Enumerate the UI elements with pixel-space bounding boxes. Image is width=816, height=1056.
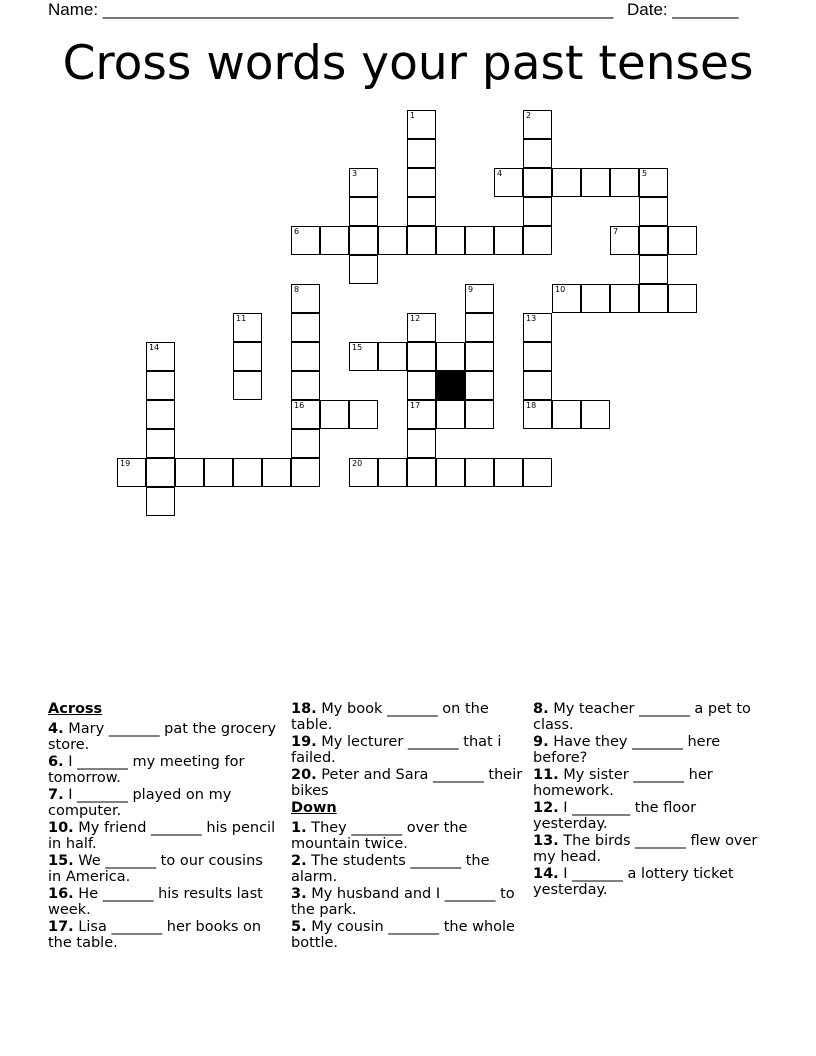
clue-number: 5. [291,919,307,935]
crossword-cell[interactable] [465,284,494,313]
clue-text: He _______ his results last week. [48,886,263,918]
crossword-cell[interactable] [639,284,668,313]
cell-number: 20 [352,459,363,468]
clue-across-19 [291,734,523,766]
cell-number: 10 [555,285,566,294]
crossword-cell[interactable] [552,168,581,197]
crossword-cell[interactable] [291,313,320,342]
clue-text: I ________ the floor yesterday. [533,800,697,832]
crossword-cell[interactable] [291,342,320,371]
clue-number: 20. [291,767,317,783]
clue-text: My husband and I _______ to the park. [291,886,515,918]
clue-text: My friend _______ his pencil in half. [48,820,276,852]
clue-number: 9. [533,734,549,750]
cell-number: 11 [236,314,247,323]
cell-number: 14 [149,343,160,352]
crossword-cell[interactable] [349,458,378,487]
crossword-cell[interactable] [378,342,407,371]
down-heading: Down [291,800,337,816]
crossword-cell[interactable] [291,371,320,400]
crossword-cell[interactable] [610,168,639,197]
crossword-cell[interactable] [291,284,320,313]
crossword-cell[interactable] [465,371,494,400]
crossword-cell[interactable] [407,400,436,429]
clue-text: We _______ to our cousins in America. [48,853,263,885]
clue-number: 12. [533,800,559,816]
clue-number: 17. [48,919,74,935]
crossword-cell[interactable] [581,168,610,197]
crossword-cell[interactable] [581,284,610,313]
crossword-cell[interactable] [233,458,262,487]
crossword-cell[interactable] [117,458,146,487]
crossword-cell[interactable] [436,400,465,429]
clue-number: 11. [533,767,559,783]
cell-number: 6 [294,227,300,236]
crossword-cell[interactable] [523,400,552,429]
clue-text: Peter and Sara _______ their bikes [291,767,523,799]
clues-column-1 [48,701,280,952]
clue-number: 19. [291,734,317,750]
clue-text: My teacher _______ a pet to class. [533,701,751,733]
crossword-cell[interactable] [349,255,378,284]
clue-down-14 [533,866,765,898]
crossword-cell[interactable] [407,313,436,342]
crossword-cell[interactable] [639,168,668,197]
clue-number: 7. [48,787,64,803]
crossword-cell[interactable] [233,371,262,400]
crossword-cell[interactable] [204,458,233,487]
crossword-cell[interactable] [146,371,175,400]
crossword-cell[interactable] [494,226,523,255]
crossword-cell[interactable] [465,458,494,487]
clue-down-1 [291,820,523,852]
crossword-cell[interactable] [610,226,639,255]
crossword-cell[interactable] [407,371,436,400]
cell-number: 7 [613,227,619,236]
clue-across-15 [48,853,280,885]
crossword-cell[interactable] [349,197,378,226]
crossword-cell[interactable] [668,284,697,313]
crossword-cell[interactable] [146,487,175,516]
crossword-cell[interactable] [552,400,581,429]
crossword-cell[interactable] [407,458,436,487]
crossword-cell[interactable] [320,226,349,255]
clue-across-16 [48,886,280,918]
crossword-cell[interactable] [175,458,204,487]
clue-number: 2. [291,853,307,869]
crossword-cell[interactable] [552,284,581,313]
clue-number: 16. [48,886,74,902]
clue-number: 1. [291,820,307,836]
cell-number: 9 [468,285,474,294]
clue-across-20 [291,767,523,799]
cell-number: 12 [410,314,421,323]
clue-down-12 [533,800,765,832]
clue-text: I _______ my meeting for tomorrow. [48,754,245,786]
crossword-cell[interactable] [668,226,697,255]
clue-number: 10. [48,820,74,836]
clue-text: Have they _______ here before? [533,734,721,766]
crossword-cell[interactable] [407,110,436,139]
clue-down-9 [533,734,765,766]
crossword-cell[interactable] [146,458,175,487]
crossword-cell[interactable] [610,284,639,313]
crossword-cell[interactable] [407,139,436,168]
clue-across-4 [48,721,280,753]
crossword-cell[interactable] [378,226,407,255]
clue-text: My sister _______ her homework. [533,767,713,799]
crossword-cell[interactable] [349,342,378,371]
clues-column-2 [291,701,523,952]
crossword-cell[interactable] [436,458,465,487]
clue-down-2 [291,853,523,885]
cell-number: 18 [526,401,537,410]
clue-down-3 [291,886,523,918]
clue-text: My book _______ on the table. [291,701,489,733]
clue-across-18 [291,701,523,733]
clue-across-7 [48,787,280,819]
crossword-cell[interactable] [146,429,175,458]
clue-number: 6. [48,754,64,770]
crossword-cell[interactable] [523,168,552,197]
cell-number: 4 [497,169,503,178]
crossword-cell[interactable] [436,226,465,255]
clue-across-6 [48,754,280,786]
crossword-cell[interactable] [639,226,668,255]
clue-number: 15. [48,853,74,869]
clue-across-17 [48,919,280,951]
cell-number: 19 [120,459,131,468]
cell-number: 13 [526,314,537,323]
crossword-cell[interactable] [407,197,436,226]
clue-text: My lecturer _______ that i failed. [291,734,502,766]
crossword-cell[interactable] [349,400,378,429]
crossword-cell[interactable] [465,313,494,342]
crossword-cell[interactable] [523,371,552,400]
clue-down-5 [291,919,523,951]
cell-number: 15 [352,343,363,352]
crossword-cell[interactable] [523,139,552,168]
cell-number: 3 [352,169,358,178]
clue-text: I _______ played on my computer. [48,787,232,819]
crossword-cell[interactable] [407,342,436,371]
crossword-cell[interactable] [349,168,378,197]
clue-text: I _______ a lottery ticket yesterday. [533,866,734,898]
clue-text: Lisa _______ her books on the table. [48,919,262,951]
crossword-cell[interactable] [523,197,552,226]
cell-number: 2 [526,111,532,120]
across-heading: Across [48,701,103,717]
crossword-cell[interactable] [465,400,494,429]
cell-number: 16 [294,401,305,410]
crossword-cell[interactable] [146,342,175,371]
clues-column-3 [533,701,765,899]
clue-text: The birds _______ flew over my head. [533,833,758,865]
clue-down-8 [533,701,765,733]
crossword-cell[interactable] [494,458,523,487]
crossword-cell[interactable] [581,400,610,429]
clue-number: 13. [533,833,559,849]
crossword-cell[interactable] [291,458,320,487]
crossword-cell[interactable] [233,313,262,342]
crossword-cell[interactable] [494,168,523,197]
cell-number: 1 [410,111,416,120]
crossword-cell[interactable] [291,226,320,255]
crossword-cell[interactable] [407,226,436,255]
crossword-cell[interactable] [291,400,320,429]
cell-number: 17 [410,401,421,410]
clue-number: 3. [291,886,307,902]
clue-text: The students _______ the alarm. [291,853,490,885]
crossword-cell[interactable] [407,429,436,458]
crossword-cell[interactable] [523,342,552,371]
crossword-black-cell [436,371,465,400]
crossword-cell[interactable] [523,458,552,487]
date-field-label: Date: _______ [627,0,739,19]
crossword-cell[interactable] [146,400,175,429]
crossword-cell[interactable] [523,226,552,255]
clue-text: Mary _______ pat the grocery store. [48,721,277,753]
clue-across-10 [48,820,280,852]
clue-number: 18. [291,701,317,717]
clue-down-11 [533,767,765,799]
clue-number: 14. [533,866,559,882]
clue-number: 8. [533,701,549,717]
clue-number: 4. [48,721,64,737]
crossword-cell[interactable] [291,429,320,458]
crossword-cell[interactable] [320,400,349,429]
crossword-cell[interactable] [523,313,552,342]
clue-down-13 [533,833,765,865]
cell-number: 8 [294,285,300,294]
crossword-cell[interactable] [378,458,407,487]
crossword-cell[interactable] [523,110,552,139]
crossword-cell[interactable] [233,342,262,371]
crossword-cell[interactable] [407,168,436,197]
cell-number: 5 [642,169,648,178]
name-field-label: Name: ______________________________________________________ [48,0,614,19]
crossword-cell[interactable] [262,458,291,487]
crossword-cell[interactable] [465,226,494,255]
crossword-cell[interactable] [465,342,494,371]
crossword-cell[interactable] [639,255,668,284]
crossword-cell[interactable] [436,342,465,371]
crossword-cell[interactable] [639,197,668,226]
clue-text: They _______ over the mountain twice. [291,820,468,852]
page-title: Cross words your past tenses [62,36,754,91]
clue-text: My cousin _______ the whole bottle. [291,919,515,951]
crossword-cell[interactable] [349,226,378,255]
